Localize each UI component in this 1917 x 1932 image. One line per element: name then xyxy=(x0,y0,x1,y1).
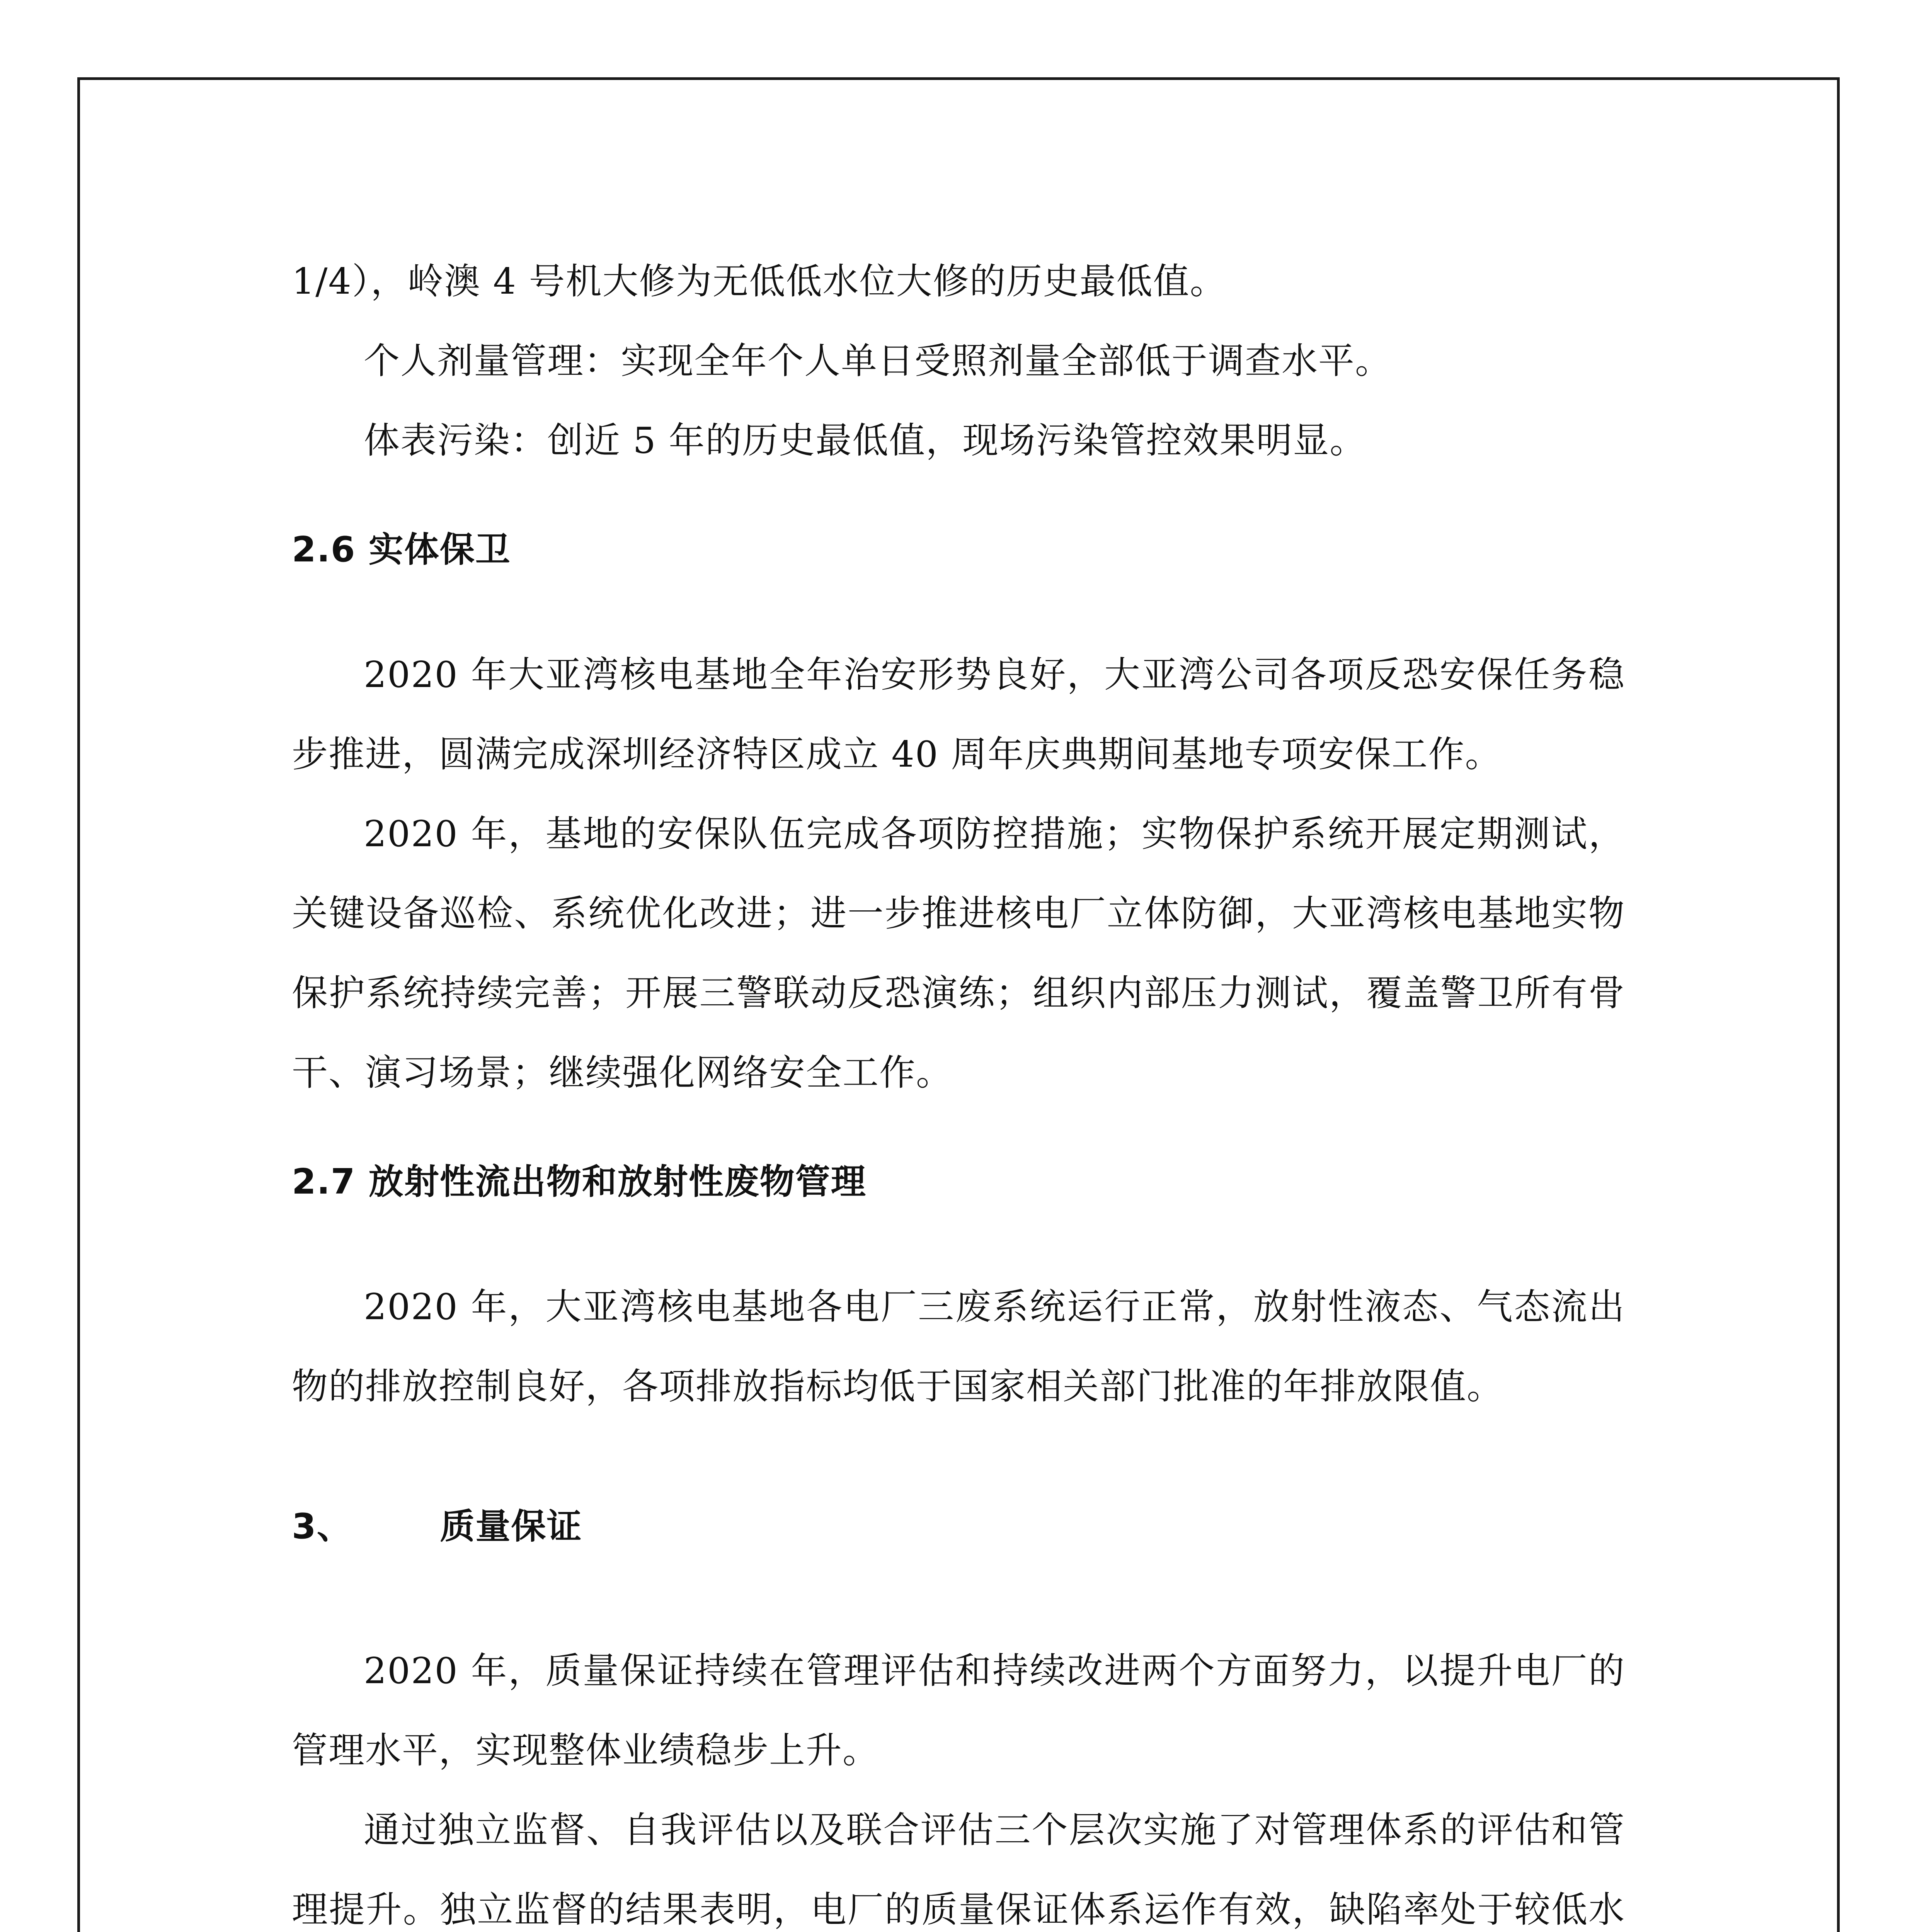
section-title: 质量保证 xyxy=(440,1506,582,1547)
paragraph-security-2: 2020 年，基地的安保队伍完成各项防控措施；实物保护系统开展定期测试，关键设备巡检、系统优化改进；进一步推进核电厂立体防御，大亚湾核电基地实物保护系统持续完善；开展三警联动反恐演练；组织内部压力测试，覆盖警卫所有骨干、演习场景；继续强化网络安全工作。 xyxy=(292,813,1625,1094)
paragraph-qa-2: 通过独立监督、自我评估以及联合评估三个层次实施了对管理体系的评估和管理提升。独立监督的结果表明，电厂的质量保证体系运作有效，缺陷率处于较低水 xyxy=(292,1809,1625,1930)
document-body xyxy=(292,242,1625,1932)
paragraph-skin-contamination: 体表污染：创近 5 年的历史最低值，现场污染管控效果明显。 xyxy=(364,420,1367,461)
section-heading-2-6 xyxy=(292,523,1625,577)
section-heading-2-7 xyxy=(292,1155,1625,1209)
section-number: 2.7 xyxy=(292,1162,356,1202)
section-number: 2.6 xyxy=(292,529,356,570)
paragraph-continuation: 1/4），岭澳 4 号机大修为无低低水位大修的历史最低值。 xyxy=(292,260,1227,302)
paragraph-qa-1: 2020 年，质量保证持续在管理评估和持续改进两个方面努力，以提升电厂的管理水平，实现整体业绩稳步上升。 xyxy=(292,1650,1625,1771)
paragraph-effluent: 2020 年，大亚湾核电基地各电厂三废系统运行正常，放射性液态、气态流出物的排放控制良好，各项排放指标均低于国家相关部门批准的年排放限值。 xyxy=(292,1286,1625,1407)
paragraph-security-1: 2020 年大亚湾核电基地全年治安形势良好，大亚湾公司各项反恐安保任务稳步推进，圆满完成深圳经济特区成立 40 周年庆典期间基地专项安保工作。 xyxy=(292,654,1625,775)
section-title: 放射性流出物和放射性废物管理 xyxy=(368,1162,867,1202)
section-number: 3、 xyxy=(292,1506,352,1547)
paragraph-personal-dose: 个人剂量管理：实现全年个人单日受照剂量全部低于调查水平。 xyxy=(364,340,1392,382)
section-heading-3 xyxy=(292,1500,1625,1554)
section-title: 实体保卫 xyxy=(368,529,511,570)
